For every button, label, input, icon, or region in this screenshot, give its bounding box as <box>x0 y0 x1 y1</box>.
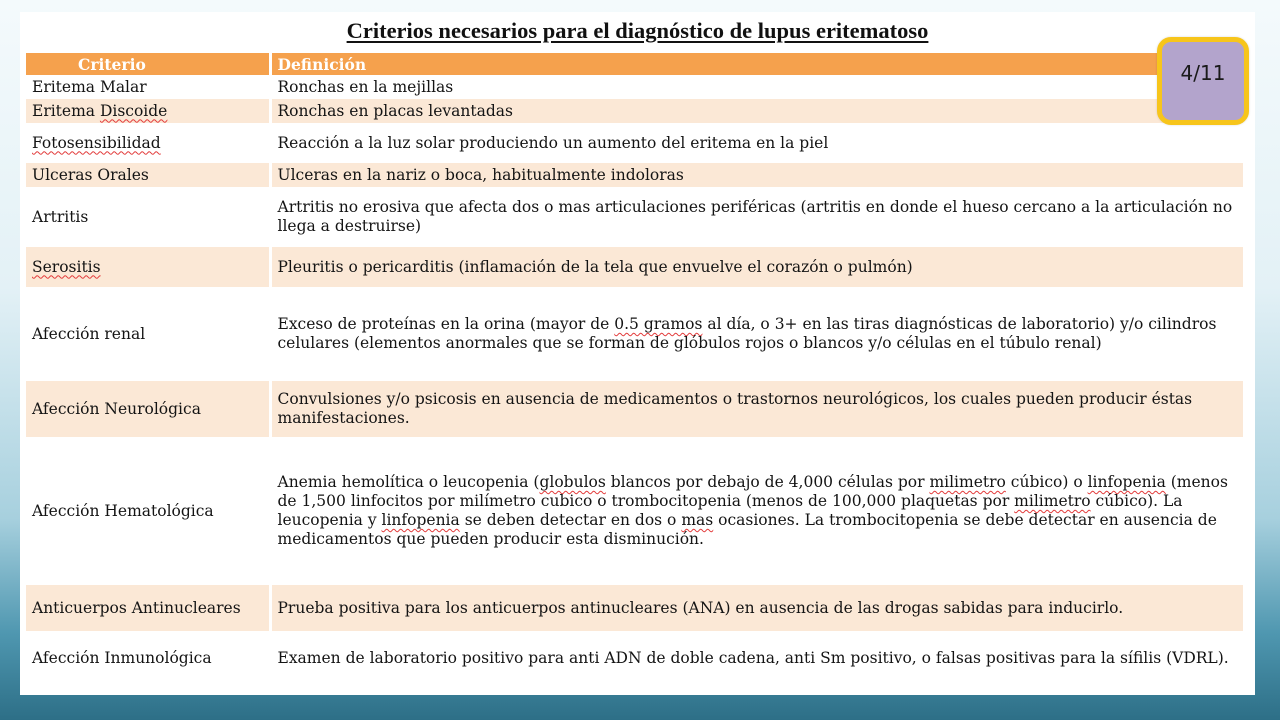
criterio-cell <box>26 246 270 288</box>
table-header-row <box>26 53 1244 76</box>
definicion-cell: Ronchas en la mejillas <box>270 76 1244 98</box>
spellcheck-word: linfopenia <box>1087 473 1166 491</box>
text-fragment: al día, o 3+ en las tiras diagnósticas de laboratorio) y/o cilindros celulares (elementos anormales que se forman de glóbulos rojos o blancos y/o células en el túbulo renal) <box>277 315 1217 352</box>
criterio-cell: Afección renal <box>26 288 270 380</box>
text-fragment: Exceso de proteínas en la orina (mayor de <box>277 315 615 333</box>
slide-title: Criterios necesarios para el diagnóstico de lupus eritematoso <box>346 18 929 43</box>
table-row <box>26 98 1244 124</box>
table-row <box>26 246 1244 288</box>
text-fragment: cúbico). La leucopenia y <box>277 492 1183 529</box>
spellcheck-word: mas <box>681 511 714 529</box>
table-row <box>26 288 1244 380</box>
table-row <box>26 162 1244 188</box>
definicion-cell: Artritis no erosiva que afecta dos o mas articulaciones periféricas (artritis en donde el hueso cercano a la articulación no llega a destruirse) <box>270 188 1244 246</box>
criterio-cell: Ulceras Orales <box>26 162 270 188</box>
text-fragment: Eritema <box>32 101 100 120</box>
slide-counter: 4/11 <box>1180 61 1226 85</box>
definicion-cell <box>270 438 1244 584</box>
text-fragment: (menos de 1,500 linfocitos por milímetro cubico o trombocitopenia (menos de 100,000 plaquetas por <box>277 473 1228 510</box>
criterio-cell: Artritis <box>26 188 270 246</box>
criterio-cell: Afección Neurológica <box>26 380 270 438</box>
spellcheck-word: linfopenia <box>381 511 460 529</box>
slide-content <box>20 12 1255 695</box>
table-row <box>26 188 1244 246</box>
spellcheck-word: Serositis <box>32 257 101 276</box>
criterio-cell <box>26 124 270 162</box>
criterio-cell: Afección Inmunológica <box>26 632 270 684</box>
definicion-cell: Prueba positiva para los anticuerpos antinucleares (ANA) en ausencia de las drogas sabidas para inducirlo. <box>270 584 1244 632</box>
spellcheck-word: 0.5 gramos <box>614 315 703 333</box>
criterio-cell: Eritema Malar <box>26 76 270 98</box>
criterio-cell <box>26 98 270 124</box>
definicion-cell: Examen de laboratorio positivo para anti ADN de doble cadena, anti Sm positivo, o falsas positivas para la sífilis (VDRL). <box>270 632 1244 684</box>
spellcheck-word: globulos <box>539 473 606 491</box>
definicion-cell: Reacción a la luz solar produciendo un aumento del eritema en la piel <box>270 124 1244 162</box>
table-row <box>26 76 1244 98</box>
spellcheck-word: Fotosensibilidad <box>32 133 161 152</box>
column-header-definicion: Definición <box>270 53 1244 76</box>
criterio-cell: Anticuerpos Antinucleares <box>26 584 270 632</box>
text-fragment: Anemia hemolítica o leucopenia ( <box>277 473 540 491</box>
definicion-cell: Pleuritis o pericarditis (inflamación de la tela que envuelve el corazón o pulmón) <box>270 246 1244 288</box>
text-fragment: cúbico) o <box>1005 473 1088 491</box>
table-row <box>26 380 1244 438</box>
definicion-cell: Ronchas en placas levantadas <box>270 98 1244 124</box>
table-row <box>26 632 1244 684</box>
criteria-table <box>26 53 1246 685</box>
spellcheck-word: Discoide <box>99 101 168 120</box>
text-fragment: blancos por debajo de 4,000 células por <box>605 473 930 491</box>
table-row <box>26 124 1244 162</box>
table-row <box>26 584 1244 632</box>
text-fragment: ocasiones. La trombocitopenia se debe detectar en ausencia de medicamentos que pueden producir esta disminución. <box>277 511 1217 548</box>
table-row <box>26 438 1244 584</box>
column-header-criterio: Criterio <box>26 53 270 76</box>
definicion-cell: Ulceras en la nariz o boca, habitualmente indoloras <box>270 162 1244 188</box>
spellcheck-word: milimetro <box>929 473 1006 491</box>
spellcheck-word: milimetro <box>1014 492 1091 510</box>
definicion-cell <box>270 288 1244 380</box>
text-fragment: se deben detectar en dos o <box>459 511 682 529</box>
definicion-cell: Convulsiones y/o psicosis en ausencia de medicamentos o trastornos neurológicos, los cuales pueden producir éstas manifestaciones. <box>270 380 1244 438</box>
criterio-cell: Afección Hematológica <box>26 438 270 584</box>
slide-counter-badge <box>1157 37 1249 125</box>
